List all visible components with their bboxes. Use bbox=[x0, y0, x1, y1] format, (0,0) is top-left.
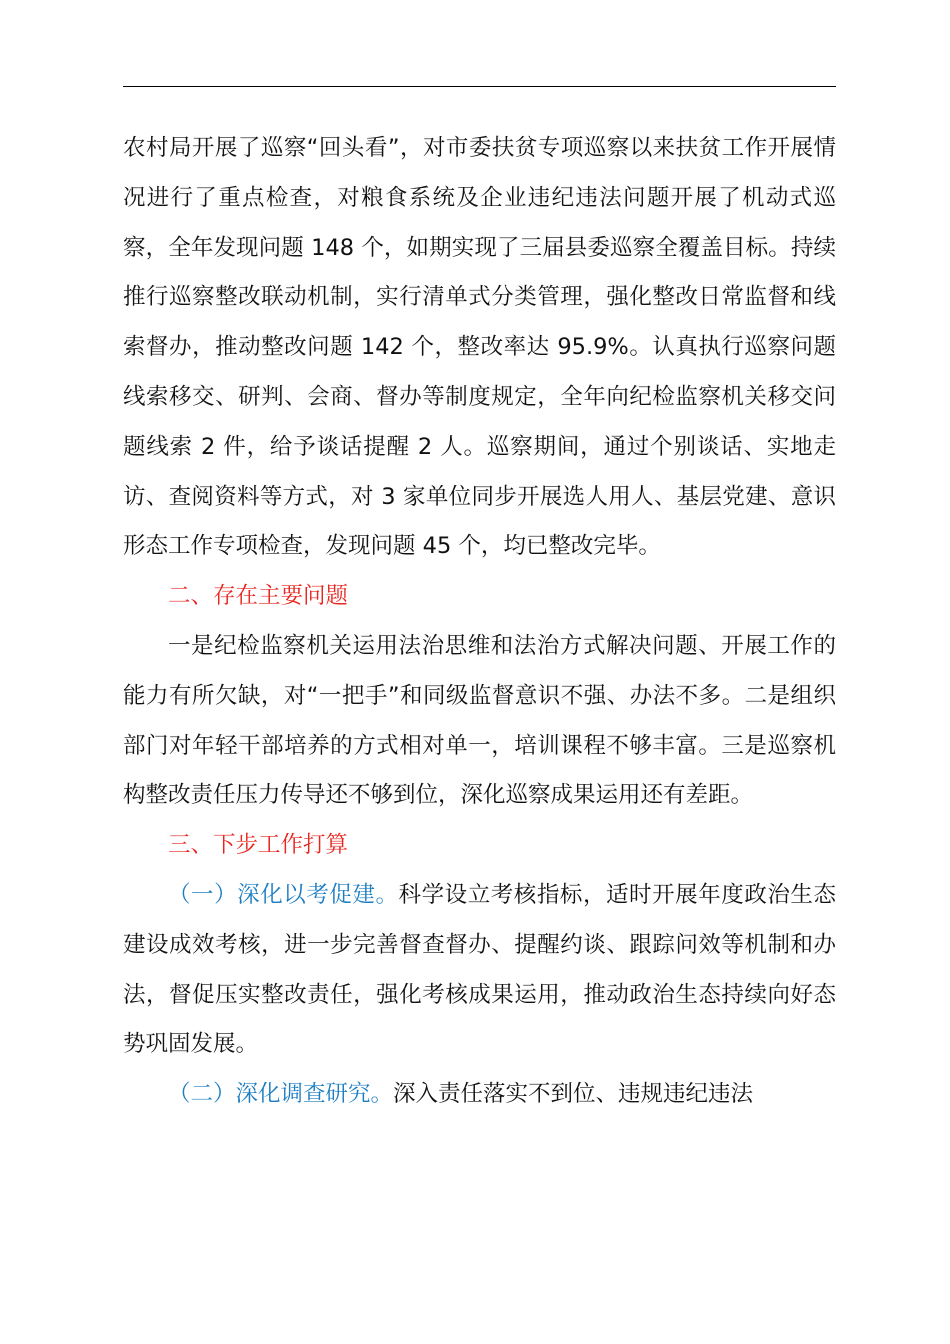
paragraph-item-1 bbox=[123, 871, 836, 1070]
section-heading-next-steps: 三、下步工作打算 bbox=[168, 832, 349, 859]
item-2-body: 深入责任落实不到位、违规违纪违法 bbox=[393, 1081, 754, 1108]
paragraph-problems: 一是纪检监察机关运用法治思维和法治方式解决问题、开展工作的能力有所欠缺，对“一把手”和同级监督意识不强、办法不多。二是组织部门对年轻干部培养的方式相对单一，培训课程不够丰富。三是巡察机构整改责任压力传导还不够到位，深化巡察成果运用还有差距。 bbox=[123, 632, 836, 809]
paragraph-intro: 农村局开展了巡察“回头看”，对市委扶贫专项巡察以来扶贫工作开展情况进行了重点检查，对粮食系统及企业违纪违法问题开展了机动式巡察，全年发现问题 148 个，如期实现了三届县委巡察全覆盖目标。持续推行巡察整改联动机制，实行清单式分类管理，强化整改日常监督和线索督办，推动整改问题 142 个，整改率达 95.9%。认真执行巡察问题线索移交、研判、会商、督办等制度规定，全年向纪检监察机关移交问题线索 2 件，给予谈话提醒 2 人。巡察期间，通过个别谈话、实地走访、查阅资料等方式，对 3 家单位同步开展选人用人、基层党建、意识形态工作专项检查，发现问题 45 个，均已整改完毕。 bbox=[123, 135, 836, 560]
item-1-title: （一）深化以考促建。 bbox=[168, 881, 399, 908]
section-heading-problems: 二、存在主要问题 bbox=[168, 583, 349, 610]
item-2-title: （二）深化调查研究。 bbox=[168, 1081, 394, 1108]
header-rule bbox=[123, 86, 836, 87]
document-body bbox=[123, 124, 836, 1120]
item-1-body: 科学设立考核指标，适时开展年度政治生态建设成效考核，进一步完善督查督办、提醒约谈、跟踪问效等机制和办法，督促压实整改责任，强化考核成果运用，推动政治生态持续向好态势巩固发展。 bbox=[123, 881, 836, 1058]
paragraph-item-2 bbox=[123, 1070, 836, 1120]
